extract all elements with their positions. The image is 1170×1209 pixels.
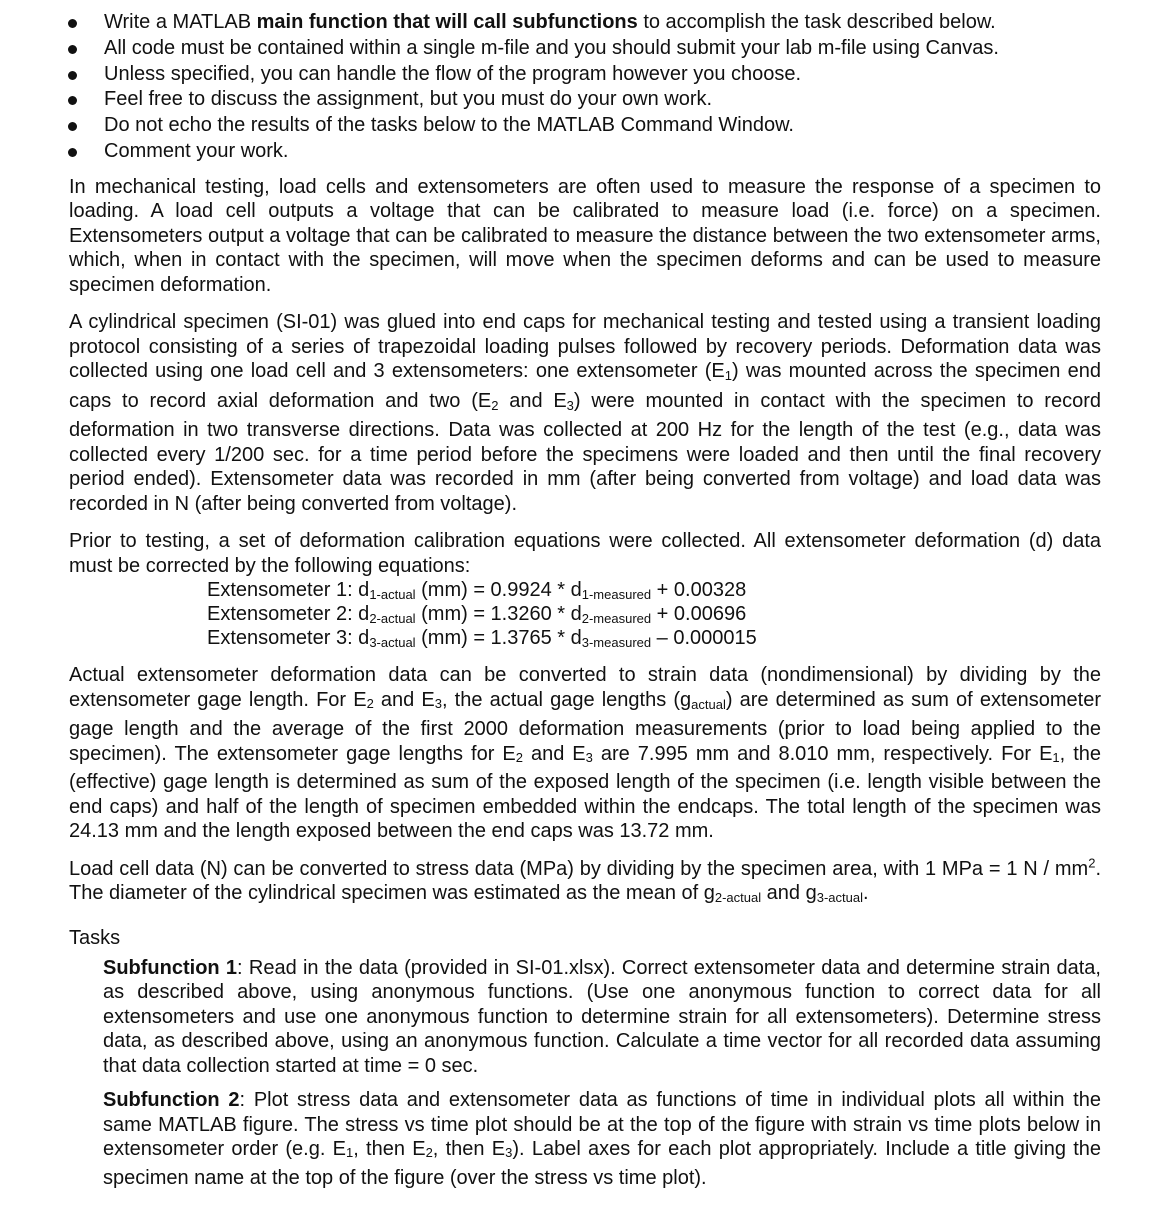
bullet-item: Unless specified, you can handle the flow of the program however you choose. [0, 62, 1170, 88]
stress-paragraph: Load cell data (N) can be converted to stress data (MPa) by dividing by the specimen area, with 1 MPa = 1 N / $mm^2$. The diameter of the cylindrical specimen was estimated as the mean of $g_{2-actual}$ and $g_{3-actual}$. [69, 855, 1101, 906]
instruction-bullet-list [0, 10, 1170, 165]
assignment-document [0, 10, 1170, 1190]
strain-paragraph: Actual extensometer deformation data can be converted to strain data (nondimensional) by dividing by the extensometer gage length. For E2 and E3, the actual gage lengths $(g_{actual})$ are determined as sum of extensometer gage length and the average of the first 2000 deformation measurements (prior to load being applied to the specimen). The extensometer gage lengths for E2 and E3 are 7.995 mm and 8.010 mm, respectively. For E1, the (effective) gage length is determined as sum of the exposed length of the specimen (i.e. length visible between the end caps) and half of the length of specimen embedded within the endcaps. The total length of the specimen was 24.13 mm and the length exposed between the end caps was 13.72 mm. [69, 664, 1102, 843]
bullet-item: All code must be contained within a single m-file and you should submit your lab m-file using Canvas. [0, 36, 1170, 62]
tasks-heading: Tasks [69, 926, 121, 949]
bullet-icon [68, 148, 77, 157]
bullet-icon [68, 19, 77, 28]
equation-line: Extensometer 1: $d_{1-actual}$ $(mm) = 0.9924 * d_{1-measured} + 0.00328$ [207, 579, 747, 603]
bullet-icon [68, 122, 77, 131]
calibration-equations [0, 578, 1170, 650]
equation-line: Extensometer 3: $d_{3-actual}$ $(mm) = 1.3765 * d_{3-measured} - 0.000015$ [207, 627, 757, 651]
subfunction-1-paragraph: Subfunction 1: Read in the data (provided in SI-01.xlsx). Correct extensometer data and determine strain data, as described above, using anonymous functions. (Use one anonymous function to correct data for all extensometers and use one anonymous function to determine strain for all extensometers). Determine stress data, as described above, using an anonymous function. Calculate a time vector for all recorded data assuming that data collection started at time = 0 sec. [103, 956, 1101, 1077]
bullet-icon [68, 96, 77, 105]
bullet-item: Comment your work. [0, 139, 1170, 165]
emphasis-text: main function that will call subfunctions [256, 11, 638, 33]
bullet-icon [68, 71, 77, 80]
bullet-icon [68, 45, 77, 54]
subfunction-2-paragraph: Subfunction 2: Plot stress data and extensometer data as functions of time in individual plots all within the same MATLAB figure. The stress vs time plot should be at the top of the figure with strain vs time plots below in extensometer order (e.g. E1, then E2, then E3). Label axes for each plot appropriately. Include a title giving the specimen name at the top of the figure (over the stress vs time plot). [103, 1089, 1102, 1189]
specimen-paragraph: A cylindrical specimen (SI-01) was glued into end caps for mechanical testing and tested using a transient loading protocol consisting of a series of trapezoidal loading pulses followed by recovery periods. Deformation data was collected using one load cell and 3 extensometers: one extensometer $(E_1)$ was mounted across the specimen end caps to record axial deformation and two ($E_2$ and $E_3$) were mounted in contact with the specimen to record deformation in two transverse directions. Data was collected at 200 Hz for the length of the test (e.g., data was collected every 1/200 sec. for a time period before the specimens were loaded and then until the final recovery period ended). Extensometer data was recorded in mm (after being converted from voltage) and load data was recorded in N (after being converted from voltage). [69, 311, 1101, 515]
calibration-paragraph: Prior to testing, a set of deformation calibration equations were collected. All extensometer deformation (d) data must be corrected by the following equations: [69, 530, 1101, 577]
intro-paragraph: In mechanical testing, load cells and extensometers are often used to measure the response of a specimen to loading. A load cell outputs a voltage that can be calibrated to measure load (i.e. force) on a specimen. Extensometers output a voltage that can be calibrated to measure the distance between the two extensometer arms, which, when in contact with the specimen, will move when the specimen deforms and can be used to measure specimen deformation. [69, 175, 1101, 296]
bullet-item: Feel free to discuss the assignment, but you must do your own work. [0, 87, 1170, 113]
equation-line: Extensometer 2: $d_{2-actual}$ $(mm) = 1.3260 * d_{2-measured} + 0.00696$ [207, 603, 747, 627]
bullet-item: Do not echo the results of the tasks below to the MATLAB Command Window. [0, 113, 1170, 139]
bullet-item: Write a MATLAB main function that will call subfunctions to accomplish the task described below. [0, 10, 1170, 36]
